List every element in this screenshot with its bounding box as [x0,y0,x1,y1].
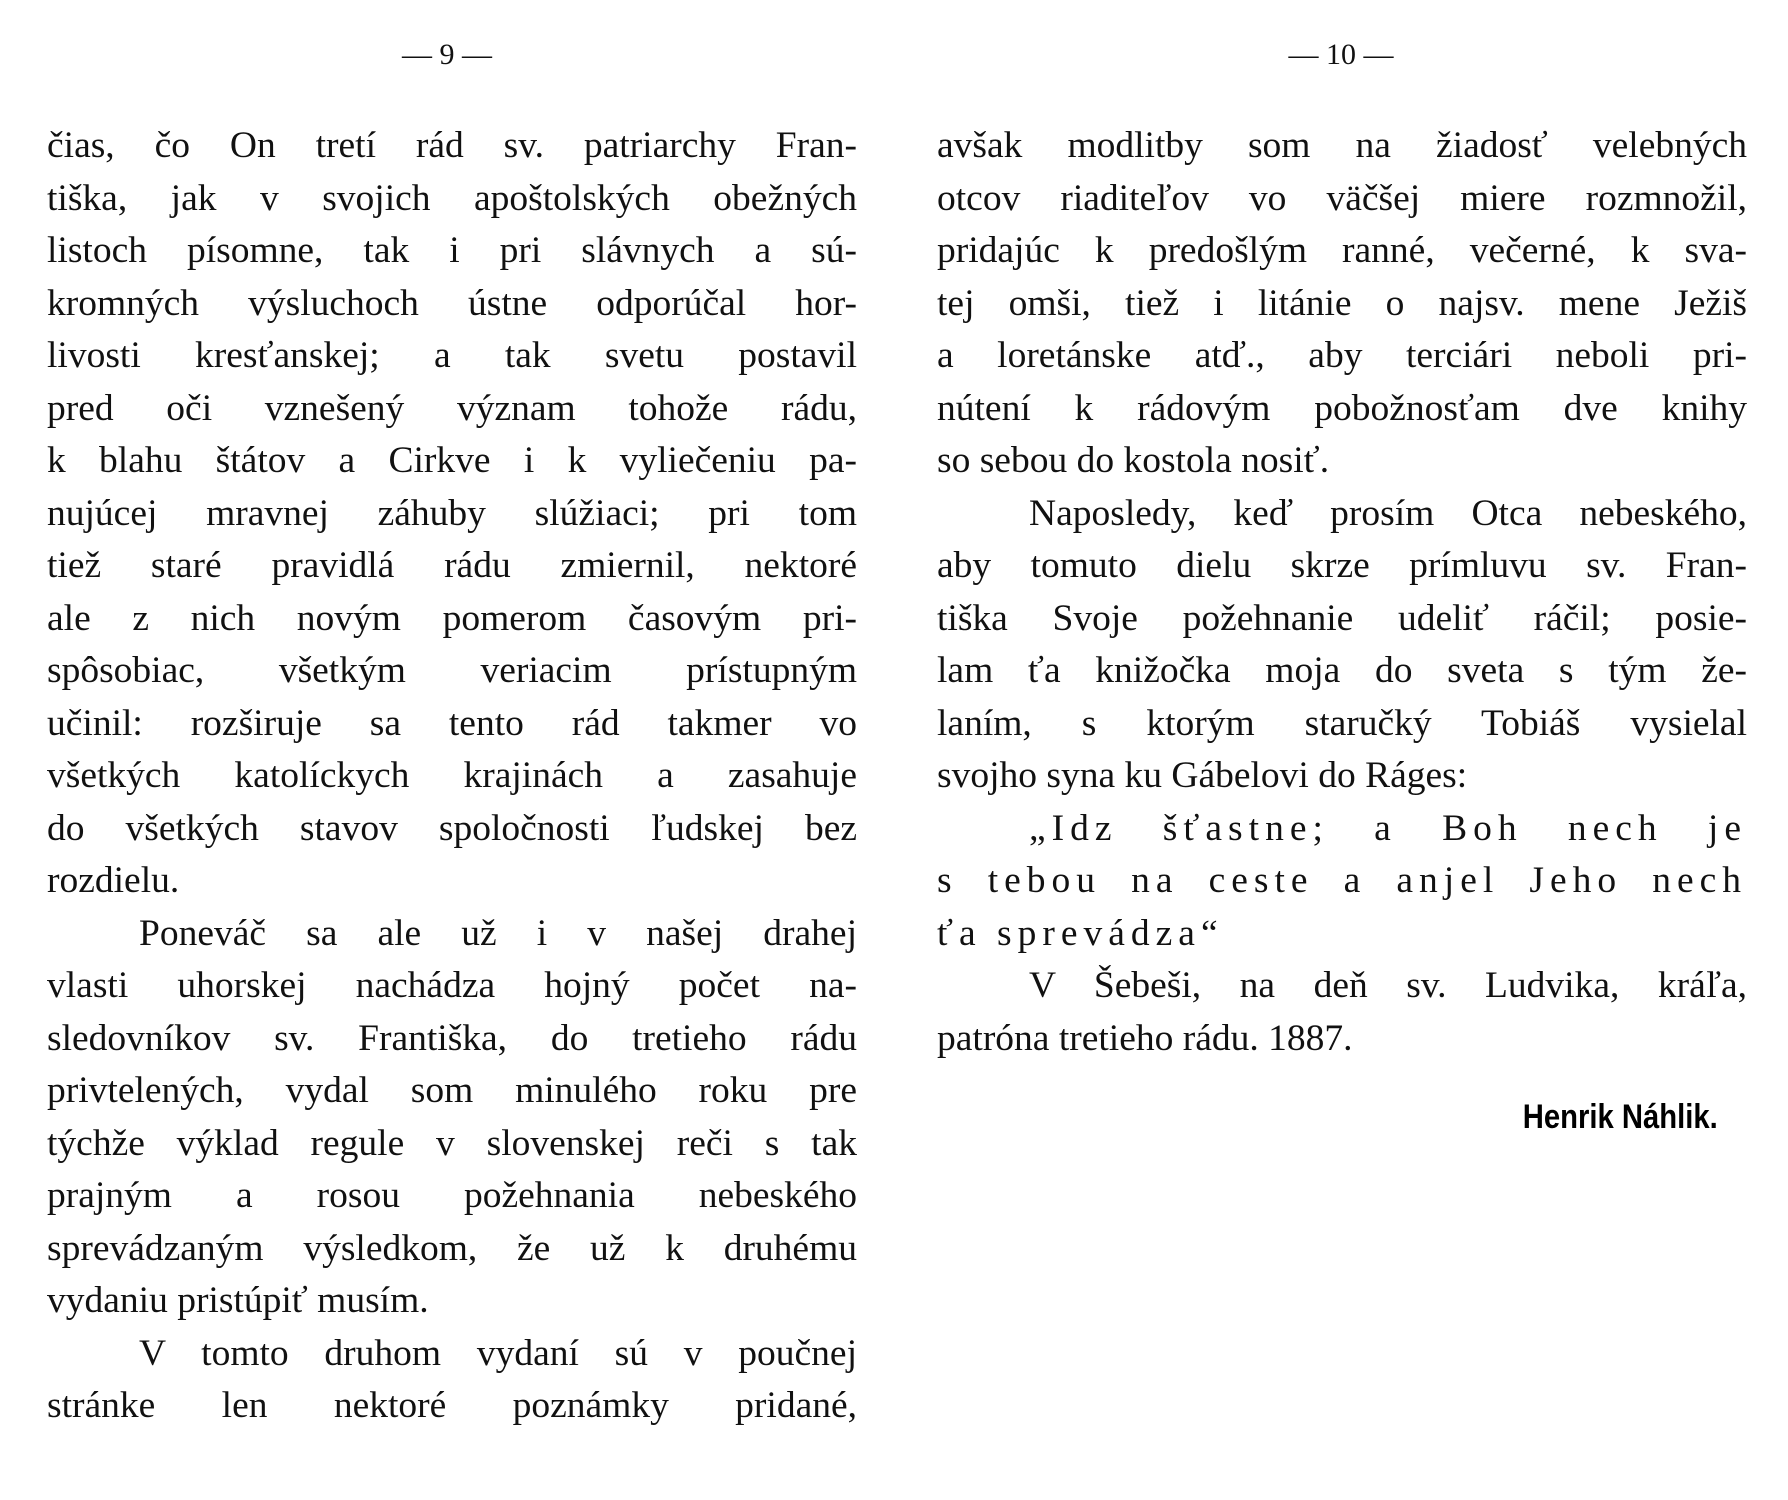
text-line: a loretánske atď., aby terciári neboli pri- [937,335,1747,376]
text-line: čias, čo On tretí rád sv. patriarchy Fran- [47,125,857,166]
quote-paragraph [937,803,1747,961]
paragraph [47,908,857,1328]
paragraph [47,1328,857,1433]
right-page [894,0,1788,1500]
text-column [47,120,857,1433]
text-line: privtelených, vydal som minulého roku pre [47,1070,857,1111]
text-line: listoch písomne, tak i pri slávnych a sú- [47,230,857,271]
text-line: otcov riaditeľov vo väčšej miere rozmnožil, [937,177,1747,219]
text-line: V Šebeši, na deň sv. Ludvika, kráľa, [1029,965,1747,1006]
text-line: k blahu štátov a Cirkve i k vyliečeniu pa- [47,440,857,481]
text-line: do všetkých stavov spoločnosti ľudskej bez [47,807,857,849]
text-line: nútení k rádovým pobožnosťam dve knihy [937,387,1747,429]
text-line: „Idz šťastne; a Boh nech je [1029,807,1747,849]
text-line: vydaniu pristúpiť musím. [47,1280,429,1321]
text-line: prajným a rosou požehnania nebeského [47,1175,857,1216]
text-line: ťa sprevádza“ [937,912,1224,954]
text-line: týchže výklad regule v slovenskej reči s tak [47,1122,857,1164]
text-column [937,120,1747,1065]
text-line: lam ťa knižočka moja do sveta s tým že- [937,650,1747,691]
text-line: tiška, jak v svojich apoštolských obežných [47,177,857,219]
text-line: laním, s ktorým staručký Tobiáš vysielal [937,702,1747,744]
text-line: vlasti uhorskej nachádza hojný počet na- [47,965,857,1006]
text-line: V tomto druhom vydaní sú v poučnej [139,1332,857,1374]
text-line: sledovníkov sv. Františka, do tretieho rádu [47,1017,857,1059]
page-number: — 10 — [1288,38,1394,71]
text-line: spôsobiac, všetkým veriacim prístupným [47,650,857,691]
text-line: učinil: rozširuje sa tento rád takmer vo [47,702,857,744]
text-line: avšak modlitby som na žiadosť velebných [937,125,1747,166]
paragraph [47,120,857,908]
text-line: Poneváč sa ale už i v našej drahej [139,912,857,954]
page-number: — 9 — [402,38,492,71]
text-line: patróna tretieho rádu. 1887. [937,1017,1353,1059]
text-line: Naposledy, keď prosím Otca nebeského, [1029,492,1747,534]
text-line: stránke len nektoré poznámky pridané, [47,1385,857,1426]
text-line: aby tomuto dielu skrze prímluvu sv. Fran- [937,545,1747,586]
paragraph [937,488,1747,803]
paragraph [937,120,1747,488]
text-line: pred oči vznešený význam tohože rádu, [47,387,857,429]
paragraph [937,960,1747,1065]
text-line: livosti kresťanskej; a tak svetu postavil [47,335,857,376]
text-line: nujúcej mravnej záhuby slúžiaci; pri tom [47,492,857,534]
text-line: s tebou na ceste a anjel Jeho nech [937,860,1747,901]
text-line: rozdielu. [47,860,180,901]
text-line: sprevádzaným výsledkom, že už k druhému [47,1227,857,1269]
text-line: kromných výsluchoch ústne odporúčal hor- [47,282,857,324]
text-line: tej omši, tiež i litánie o najsv. mene Ježiš [937,282,1747,324]
text-line: ale z nich novým pomerom časovým pri- [47,597,857,639]
text-line: tiška Svoje požehnanie udeliť ráčil; posie- [937,597,1747,639]
text-line: všetkých katolíckych krajinách a zasahuje [47,755,857,796]
text-line: svojho syna ku Gábelovi do Ráges: [937,755,1468,796]
signature: Henrik Náhlik. [1522,1098,1718,1136]
text-line: tiež staré pravidlá rádu zmiernil, nektoré [47,545,857,586]
text-line: so sebou do kostola nosiť. [937,440,1330,481]
text-line: pridajúc k predošlým ranné, večerné, k sva- [937,230,1747,271]
